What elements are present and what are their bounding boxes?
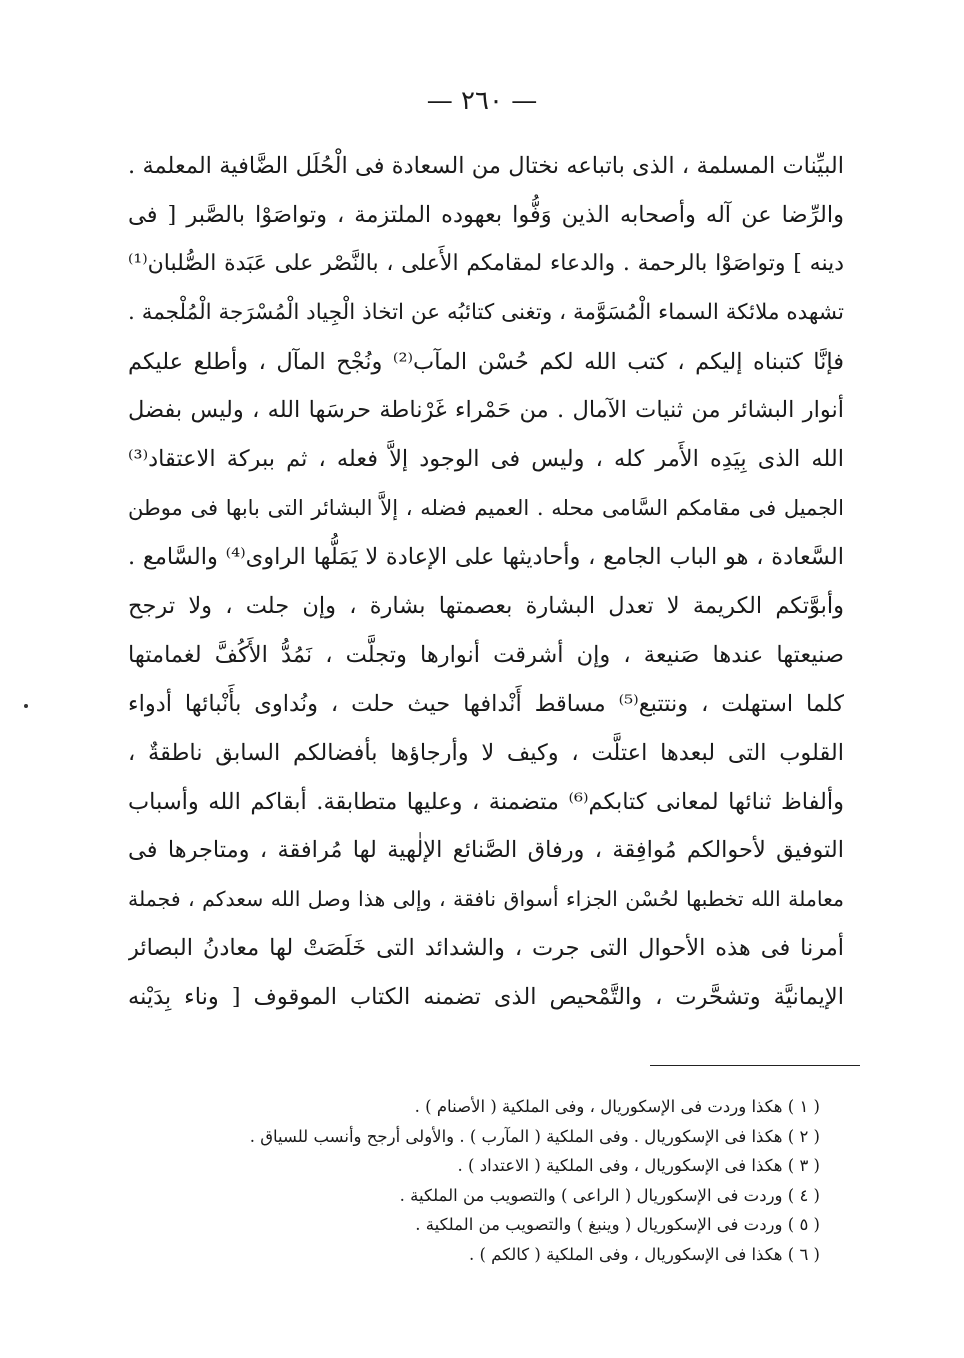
footnote: ( ٣ ) هكذا فى الإسكوريال ، وفى الملكية ( الاعتداد ) . [457, 1156, 820, 1175]
text-line: السَّعادة ، هو الباب الجامع ، وأحاديثها على الإعادة لا يَمَلُّها الراوى⁽⁴⁾ والسَّامع . [128, 544, 844, 571]
text-line: الجميل فى مقامكم السَّامى محله . العميم فضله ، إلاَّ البشائر التى بابها فى موطن [128, 496, 844, 521]
margin-dot [24, 704, 28, 708]
footnote: ( ٥ ) وردت فى الإسكوريال ( وينبغ ) والتصويب من الملكية . [415, 1215, 820, 1234]
main-text [128, 142, 844, 1022]
text-line: والرِّضا عن آله وأصحابه الذين وَفُّوا بعهوده الملتزمة ، وتواصَوْا بالصَّبر [ فى [128, 201, 844, 228]
text-line: التوفيق لأحوالكم مُوافِقة ، ورفاق الصَّنائع الإلٰهية لها مُرافقة ، ومتاجرها فى [128, 837, 844, 864]
footnote: ( ٢ ) هكذا فى الإسكوريال . وفى الملكية ( المآرب ) . والأولى أرجح وأنسب للسياق . [249, 1126, 820, 1146]
text-line: البيِّنات المسلمة ، الذى باتباعه نختال من السعادة فى الْحُلَل الضَّافية المعلمة . [128, 153, 844, 179]
text-line: معاملة الله تخطبها لحُسْن الجزاء أسواق نافقة ، وإلى هذا وصل الله سعدكم ، فجملة [128, 887, 844, 912]
footnote: ( ١ ) هكذا وردت فى الإسكوريال ، وفى الملكية ( الأصنام ) . [414, 1097, 820, 1116]
text-line: الإيمانيَّة وتشحَّرت ، والتَّمْحيص الذى تضمنه الكتاب الموقوف [ وناء بِدَيْنه [128, 984, 844, 1011]
text-line: دينه ] وتواصَوْا بالرحمة . والدعاء لمقامكم الأَعلى ، بالنَّصْر على عَبَدة الصُّلبان⁽¹⁾ [128, 250, 844, 276]
text-line: فإنَّا كتبناه إليكم ، كتب الله لكم حُسْن المآب⁽²⁾ ونُجْح المآل ، وأطلع عليكم [128, 348, 844, 375]
text-line: كلما استهلت ، ونتتبع⁽⁵⁾ مساقط أَنْدافها حيث حلت ، ونُداوى بأَنْبائها أدواء [128, 690, 844, 717]
text-line: الله الذى بِيَدِه الأَمر كله ، وليس فى الوجود إلاَّ فعله ، ثم ببركة الاعتقاد⁽³⁾ [128, 446, 844, 473]
footnote: ( ٦ ) هكذا فى الإسكوريال ، وفى الملكية ( كالكم ) . [468, 1244, 820, 1264]
text-line: أمرنا فى هذه الأحوال التى جرت ، والشدائد التى خَلَصَتْ لها معادنُ البصائر [128, 935, 844, 962]
text-line: القلوب التى لبعدها اعتلَّت ، وكيف لا وأرجاؤها بأفضالكم السابق ناطقةٌ ، [128, 739, 844, 766]
text-line: أنوار البشائر من ثنيات الآمال . من حَمْراء غَرْناطة حرسَها الله ، وليس بفضل [128, 397, 844, 424]
footnote: ( ٤ ) وردت فى الإسكوريال ( الراعى ) والتصويب من الملكية . [399, 1185, 820, 1205]
page-number: — ٢٦٠ — [426, 86, 538, 116]
text-line: وألفاظ ثنائها لمعانى كتابكم⁽⁶⁾ متضمنة ، وعليها متطابقة. أبقاكم الله وأسباب [128, 788, 844, 815]
text-line: صنيعتها عندها صَنيعة ، وإن أشرقت أنوارها وتجلَّت ، نَمُدُّ الأَكُفَّ لغمامتها [128, 641, 844, 668]
text-line: تشهده ملائكة السماء الْمُسَوَّمة ، وتغنى كتائبُه عن اتخاذ الْجِياد الْمُسْرَجة الْمُلْجمة . [128, 299, 844, 325]
footnotes [180, 1092, 820, 1269]
footnote-divider [650, 1065, 860, 1066]
text-line: وأبوَّتكم الكريمة لا تعدل البشارة بعصمتها بشارة ، وإن جلت ، ولا ترجح [128, 593, 844, 620]
